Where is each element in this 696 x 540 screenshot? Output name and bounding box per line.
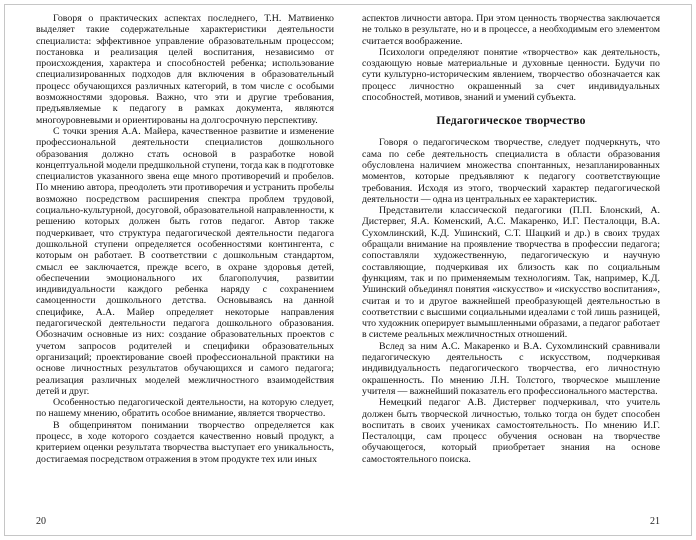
paragraph: В общепринятом понимании творчество определяется как процесс, в ходе которого создается качественно новый продукт, а критерием оценки результата творчества выступает его уникальность, достигаемая посредством отражения в этом продукте тех или иных — [36, 419, 334, 465]
paragraph: Немецкий педагог А.В. Дистервег подчеркивал, что учитель должен быть творческой личностью, только тогда он будет способен воспитать в своих учениках самостоятельность. По мнению И.Г. Песталоцци, сам процесс обучения основан на творчестве обучающегося, который приобретает знания на основе самостоятельного поиска. — [362, 397, 660, 465]
paragraph: Говоря о педагогическом творчестве, следует подчеркнуть, что сама по себе деятельность специалиста в области образования обусловлена наличием множества спонтанных, незапланированных моментов, которые предъявляют к педагогу соответствующие требования. Исходя из этого, творческий характер педагогической деятельности — одна из центральных ее характеристик. — [362, 137, 660, 205]
section-heading: Педагогическое творчество — [436, 114, 586, 128]
paragraph: Представители классической педагогики (П.П. Блонский, А. Дистервег, Я.А. Коменский, А.С. Макаренко, И.Г. Песталоцци, В.А. Сухомлинский, К.Д. Ушинский, С.Т. Шацкий и др.) в своих трудах обращали внимание на проявление творчества в профессии педагога; сопоставляли художественную, педагогическую и научную составляющие, подчеркивая их близость как по социальным функциям, так и по применяемым технологиям. Так, например, К.Д. Ушинский объединял понятия «искусство» и «искусство воспитания», считая и то и другое важнейшей преобразующей деятельностью в соответствии с высшими социальными идеалами с той лишь разницей, что художник оперирует вымышленными образами, а педагог работает в системе реальных межличностных отношений. — [362, 205, 660, 341]
paragraph: Особенностью педагогической деятельности, на которую следует, по нашему мнению, обратить особое внимание, является творчество. — [36, 397, 334, 420]
paragraph: Вслед за ним А.С. Макаренко и В.А. Сухомлинский сравнивали педагогическую деятельность с искусством, подчеркивая индивидуальность педагогического творчества, его личностную окрашенность. По мнению Л.Н. Толстого, творческое мышление учителя — важнейший показатель его профессионального мастерства. — [362, 340, 660, 397]
page-right-text — [362, 13, 660, 465]
page-number-right: 21 — [650, 516, 660, 527]
paragraph: Говоря о практических аспектах последнего, Т.Н. Матвиенко выделяет такие содержательные характеристики деятельности специалиста: эффективное управление образовательным процессом; постановка и реализация целей воспитания, независимо от происхождения, характера и способностей ребенка; использование специализированных подходов для включения в образовательный процесс обучающихся различных категорий, в том числе с особыми возможностями здоровья. Важно, что эти и другие требования, предъявляемые к педагогу в рамках документа, являются многоуровневыми и ориентированы на долгосрочную перспективу. — [36, 13, 334, 126]
paragraph-continuation: аспектов личности автора. При этом ценность творчества заключается не только в результате, но и в процессе, а необходимым его элементом считается воображение. — [362, 13, 660, 47]
paragraph: С точки зрения А.А. Майера, качественное развитие и изменение профессиональной деятельности специалистов дошкольного образования должно стать основой в разработке новой концептуальной модели предшкольной ступени, тогда как в подготовке специалистов указанного звена еще много противоречий и пробелов. По мнению автора, преодолеть эти противоречия и устранить пробелы возможно посредством расширения спектра проблем трудовой, социально-культурной, досуговой, образовательной направленности, к решению которых должен быть готов педагог. Автор также подчеркивает, что структура педагогической деятельности педагога дошкольной ступени определяется особенностями контингента, с которым он работает. В соответствии с дошкольным стандартом, смысл ее заключается, прежде всего, в охране здоровья детей, обеспечении эмоционального их благополучия, развитии индивидуальности каждого ребенка наряду с сохранением самоценности дошкольного детства. Основываясь на данной специфике, А.А. Майер определяет некоторые направления педагогической деятельности педагога дошкольного образования. Обозначим основные из них: создание образовательных проектов с учетом запросов родителей и специфики образовательных организаций; проектирование своей профессиональной практики на основе личностных результатов обучающихся и самого педагога; реализация различных моделей межличностного взаимодействия детей и друг. — [36, 125, 334, 397]
paragraph: Психологи определяют понятие «творчество» как деятельность, создающую новые материальные и духовные ценности. Будучи по сути культурно-историческим явлением, творчество обозначается как процесс личностно окрашенный за счет индивидуальных способностей, мотивов, знаний и умений субъекта. — [362, 46, 660, 104]
page-left-text — [36, 13, 334, 465]
page-right — [348, 0, 696, 540]
page-number-left: 20 — [36, 516, 46, 527]
